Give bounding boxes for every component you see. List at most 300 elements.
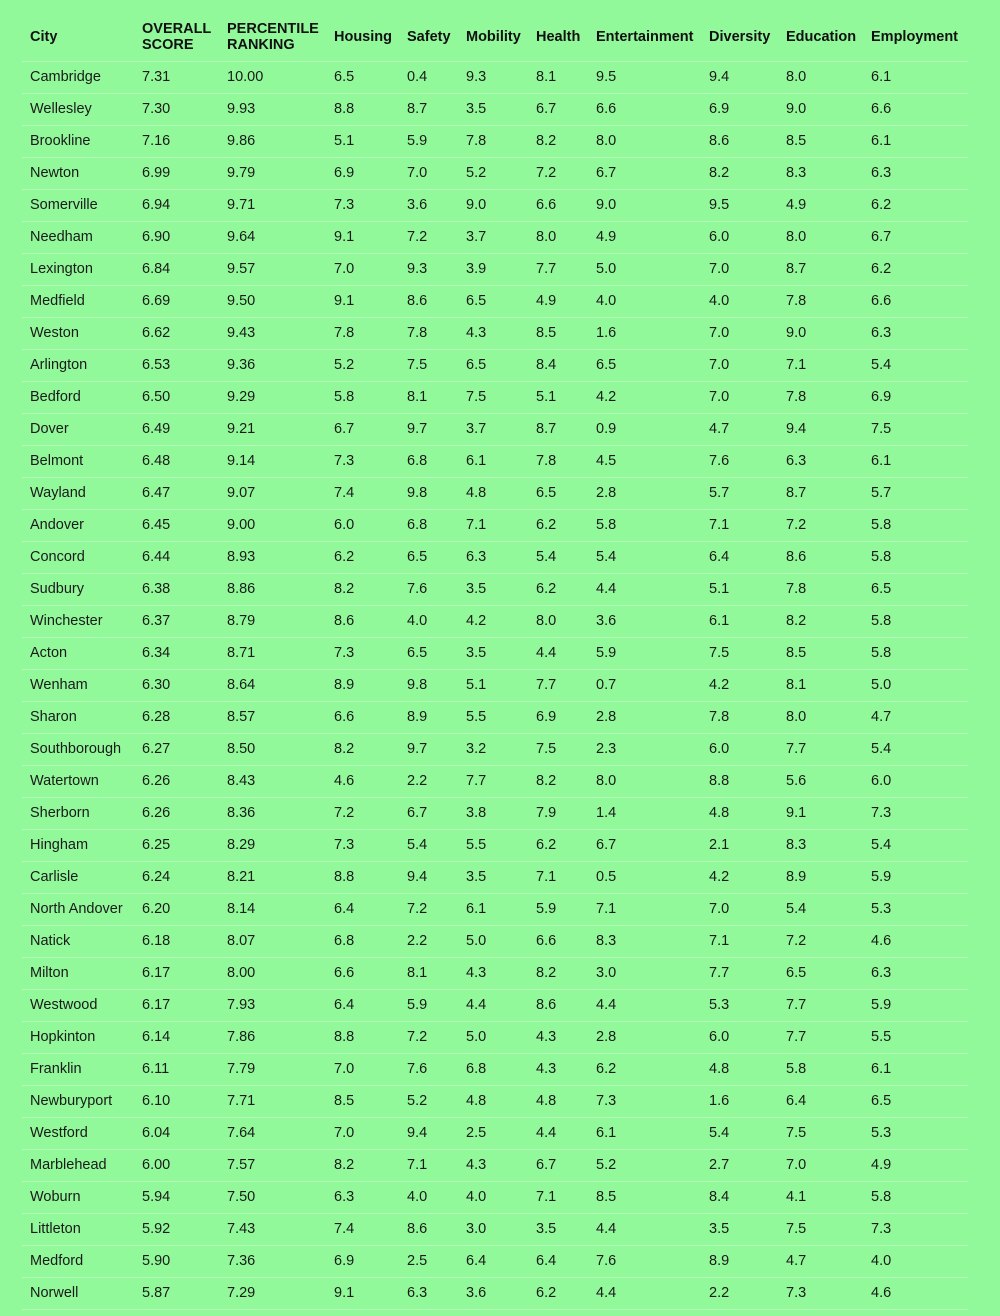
cell-percentile: 9.36	[219, 350, 326, 382]
cell-diversity: 6.0	[701, 222, 778, 254]
cell-health: 6.9	[528, 702, 588, 734]
cell-entertainment: 5.0	[588, 254, 701, 286]
cell-health: 8.1	[528, 62, 588, 94]
cell-entertainment: 3.0	[588, 958, 701, 990]
cell-safety: 9.4	[399, 1118, 458, 1150]
cell-employment: 6.7	[863, 222, 968, 254]
cell-overall: 6.11	[134, 1054, 219, 1086]
cell-employment: 4.7	[863, 702, 968, 734]
cell-housing: 6.9	[326, 1246, 399, 1278]
cell-health: 8.0	[528, 222, 588, 254]
cell-city: Arlington	[22, 350, 134, 382]
cell-safety: 7.5	[399, 350, 458, 382]
cell-percentile: 9.93	[219, 94, 326, 126]
cell-diversity: 8.9	[701, 1246, 778, 1278]
cell-safety: 8.1	[399, 958, 458, 990]
city-rankings-table	[22, 17, 968, 1310]
cell-overall: 6.30	[134, 670, 219, 702]
cell-entertainment: 6.6	[588, 94, 701, 126]
cell-entertainment: 5.4	[588, 542, 701, 574]
column-header-entertainment: Entertainment	[588, 17, 701, 62]
city-rankings-container	[22, 17, 968, 1310]
column-header-mobility: Mobility	[458, 17, 528, 62]
cell-health: 7.7	[528, 670, 588, 702]
cell-education: 8.7	[778, 478, 863, 510]
table-row	[22, 318, 968, 350]
cell-education: 9.0	[778, 94, 863, 126]
cell-safety: 9.8	[399, 670, 458, 702]
cell-health: 7.8	[528, 446, 588, 478]
cell-mobility: 3.8	[458, 798, 528, 830]
cell-mobility: 6.8	[458, 1054, 528, 1086]
cell-safety: 5.4	[399, 830, 458, 862]
cell-housing: 6.3	[326, 1182, 399, 1214]
cell-health: 5.1	[528, 382, 588, 414]
cell-mobility: 4.8	[458, 1086, 528, 1118]
cell-health: 6.7	[528, 94, 588, 126]
table-body	[22, 62, 968, 1310]
cell-overall: 7.16	[134, 126, 219, 158]
cell-entertainment: 7.6	[588, 1246, 701, 1278]
cell-percentile: 8.21	[219, 862, 326, 894]
cell-percentile: 8.79	[219, 606, 326, 638]
cell-safety: 9.8	[399, 478, 458, 510]
cell-percentile: 9.57	[219, 254, 326, 286]
cell-entertainment: 4.0	[588, 286, 701, 318]
cell-mobility: 3.7	[458, 414, 528, 446]
cell-education: 7.3	[778, 1278, 863, 1310]
cell-city: Brookline	[22, 126, 134, 158]
cell-mobility: 6.4	[458, 1246, 528, 1278]
table-row	[22, 446, 968, 478]
cell-entertainment: 6.7	[588, 158, 701, 190]
cell-overall: 6.45	[134, 510, 219, 542]
cell-overall: 6.20	[134, 894, 219, 926]
cell-safety: 2.2	[399, 926, 458, 958]
cell-education: 8.7	[778, 254, 863, 286]
cell-health: 6.2	[528, 574, 588, 606]
cell-mobility: 4.3	[458, 958, 528, 990]
cell-education: 8.0	[778, 702, 863, 734]
column-header-city: City	[22, 17, 134, 62]
cell-percentile: 7.29	[219, 1278, 326, 1310]
cell-diversity: 4.8	[701, 1054, 778, 1086]
cell-education: 8.1	[778, 670, 863, 702]
cell-entertainment: 6.5	[588, 350, 701, 382]
cell-overall: 6.26	[134, 798, 219, 830]
cell-mobility: 9.0	[458, 190, 528, 222]
table-row	[22, 1118, 968, 1150]
cell-percentile: 7.43	[219, 1214, 326, 1246]
cell-overall: 6.27	[134, 734, 219, 766]
cell-employment: 5.4	[863, 830, 968, 862]
cell-diversity: 6.4	[701, 542, 778, 574]
cell-percentile: 7.36	[219, 1246, 326, 1278]
cell-housing: 7.3	[326, 638, 399, 670]
cell-city: Sharon	[22, 702, 134, 734]
cell-diversity: 8.6	[701, 126, 778, 158]
cell-diversity: 8.2	[701, 158, 778, 190]
table-row	[22, 670, 968, 702]
cell-city: Concord	[22, 542, 134, 574]
cell-safety: 6.7	[399, 798, 458, 830]
cell-mobility: 4.2	[458, 606, 528, 638]
table-row	[22, 94, 968, 126]
cell-safety: 2.2	[399, 766, 458, 798]
cell-education: 7.7	[778, 990, 863, 1022]
table-row	[22, 926, 968, 958]
cell-percentile: 9.64	[219, 222, 326, 254]
cell-diversity: 4.2	[701, 670, 778, 702]
cell-employment: 7.3	[863, 798, 968, 830]
table-row	[22, 254, 968, 286]
table-row	[22, 606, 968, 638]
cell-mobility: 6.5	[458, 286, 528, 318]
cell-education: 8.0	[778, 222, 863, 254]
cell-housing: 8.8	[326, 1022, 399, 1054]
cell-mobility: 2.5	[458, 1118, 528, 1150]
cell-diversity: 5.3	[701, 990, 778, 1022]
cell-employment: 5.8	[863, 606, 968, 638]
cell-city: Natick	[22, 926, 134, 958]
cell-health: 8.2	[528, 766, 588, 798]
cell-diversity: 7.1	[701, 926, 778, 958]
cell-mobility: 3.5	[458, 862, 528, 894]
cell-housing: 8.2	[326, 1150, 399, 1182]
cell-employment: 6.3	[863, 158, 968, 190]
cell-entertainment: 2.8	[588, 702, 701, 734]
cell-safety: 7.1	[399, 1150, 458, 1182]
cell-employment: 6.3	[863, 958, 968, 990]
cell-city: Medfield	[22, 286, 134, 318]
cell-education: 7.1	[778, 350, 863, 382]
cell-overall: 6.90	[134, 222, 219, 254]
cell-mobility: 5.0	[458, 926, 528, 958]
cell-safety: 9.7	[399, 734, 458, 766]
cell-overall: 6.24	[134, 862, 219, 894]
cell-percentile: 8.64	[219, 670, 326, 702]
cell-education: 7.7	[778, 734, 863, 766]
cell-education: 9.0	[778, 318, 863, 350]
cell-employment: 4.9	[863, 1150, 968, 1182]
cell-overall: 6.49	[134, 414, 219, 446]
cell-city: Hopkinton	[22, 1022, 134, 1054]
table-row	[22, 158, 968, 190]
table-row	[22, 734, 968, 766]
cell-housing: 5.8	[326, 382, 399, 414]
cell-employment: 5.8	[863, 510, 968, 542]
cell-entertainment: 4.2	[588, 382, 701, 414]
cell-health: 6.6	[528, 190, 588, 222]
cell-diversity: 6.0	[701, 1022, 778, 1054]
column-header-overall	[134, 17, 219, 62]
cell-percentile: 7.86	[219, 1022, 326, 1054]
cell-education: 8.3	[778, 830, 863, 862]
cell-percentile: 8.71	[219, 638, 326, 670]
cell-safety: 7.2	[399, 894, 458, 926]
cell-city: Franklin	[22, 1054, 134, 1086]
cell-health: 7.9	[528, 798, 588, 830]
cell-mobility: 4.4	[458, 990, 528, 1022]
cell-employment: 5.9	[863, 990, 968, 1022]
cell-overall: 7.31	[134, 62, 219, 94]
cell-health: 8.2	[528, 958, 588, 990]
cell-health: 6.2	[528, 1278, 588, 1310]
cell-city: Sudbury	[22, 574, 134, 606]
cell-mobility: 7.7	[458, 766, 528, 798]
cell-employment: 4.6	[863, 1278, 968, 1310]
cell-city: Westwood	[22, 990, 134, 1022]
table-header	[22, 17, 968, 62]
cell-employment: 5.5	[863, 1022, 968, 1054]
cell-safety: 9.3	[399, 254, 458, 286]
cell-mobility: 3.5	[458, 638, 528, 670]
cell-mobility: 5.0	[458, 1022, 528, 1054]
cell-percentile: 9.43	[219, 318, 326, 350]
cell-employment: 6.9	[863, 382, 968, 414]
cell-education: 8.9	[778, 862, 863, 894]
cell-mobility: 3.5	[458, 574, 528, 606]
cell-housing: 6.6	[326, 958, 399, 990]
cell-overall: 6.48	[134, 446, 219, 478]
cell-entertainment: 6.7	[588, 830, 701, 862]
cell-diversity: 7.8	[701, 702, 778, 734]
table-row	[22, 126, 968, 158]
cell-diversity: 1.6	[701, 1086, 778, 1118]
cell-entertainment: 2.3	[588, 734, 701, 766]
cell-mobility: 6.1	[458, 894, 528, 926]
cell-diversity: 4.0	[701, 286, 778, 318]
table-row	[22, 542, 968, 574]
cell-entertainment: 0.9	[588, 414, 701, 446]
cell-diversity: 7.0	[701, 318, 778, 350]
table-row	[22, 766, 968, 798]
cell-diversity: 2.7	[701, 1150, 778, 1182]
cell-entertainment: 6.1	[588, 1118, 701, 1150]
cell-mobility: 7.8	[458, 126, 528, 158]
cell-mobility: 6.1	[458, 446, 528, 478]
cell-education: 8.2	[778, 606, 863, 638]
cell-education: 8.3	[778, 158, 863, 190]
cell-entertainment: 8.5	[588, 1182, 701, 1214]
cell-safety: 8.7	[399, 94, 458, 126]
cell-employment: 6.2	[863, 190, 968, 222]
cell-city: Winchester	[22, 606, 134, 638]
cell-percentile: 7.71	[219, 1086, 326, 1118]
cell-housing: 8.2	[326, 574, 399, 606]
cell-health: 7.7	[528, 254, 588, 286]
cell-safety: 3.6	[399, 190, 458, 222]
cell-employment: 4.6	[863, 926, 968, 958]
cell-employment: 6.6	[863, 286, 968, 318]
cell-housing: 6.4	[326, 990, 399, 1022]
cell-percentile: 9.07	[219, 478, 326, 510]
cell-health: 4.4	[528, 638, 588, 670]
cell-employment: 6.1	[863, 446, 968, 478]
cell-health: 3.5	[528, 1214, 588, 1246]
cell-entertainment: 1.6	[588, 318, 701, 350]
cell-health: 8.4	[528, 350, 588, 382]
cell-employment: 6.0	[863, 766, 968, 798]
cell-mobility: 4.3	[458, 318, 528, 350]
cell-housing: 5.1	[326, 126, 399, 158]
cell-safety: 8.6	[399, 286, 458, 318]
cell-mobility: 7.1	[458, 510, 528, 542]
cell-diversity: 8.8	[701, 766, 778, 798]
cell-employment: 7.5	[863, 414, 968, 446]
cell-entertainment: 4.4	[588, 1278, 701, 1310]
cell-employment: 6.1	[863, 126, 968, 158]
cell-mobility: 3.7	[458, 222, 528, 254]
cell-entertainment: 0.5	[588, 862, 701, 894]
cell-overall: 6.94	[134, 190, 219, 222]
cell-safety: 7.6	[399, 1054, 458, 1086]
cell-overall: 5.90	[134, 1246, 219, 1278]
cell-employment: 5.9	[863, 862, 968, 894]
cell-mobility: 3.2	[458, 734, 528, 766]
cell-safety: 8.1	[399, 382, 458, 414]
cell-percentile: 8.57	[219, 702, 326, 734]
cell-employment: 5.3	[863, 1118, 968, 1150]
cell-entertainment: 1.4	[588, 798, 701, 830]
cell-safety: 7.2	[399, 222, 458, 254]
cell-health: 5.4	[528, 542, 588, 574]
cell-health: 8.6	[528, 990, 588, 1022]
cell-employment: 5.0	[863, 670, 968, 702]
cell-overall: 5.92	[134, 1214, 219, 1246]
cell-entertainment: 7.1	[588, 894, 701, 926]
cell-employment: 6.2	[863, 254, 968, 286]
header-row	[22, 17, 968, 62]
cell-housing: 7.0	[326, 1118, 399, 1150]
cell-mobility: 7.5	[458, 382, 528, 414]
table-row	[22, 382, 968, 414]
cell-city: Newburyport	[22, 1086, 134, 1118]
cell-city: Southborough	[22, 734, 134, 766]
cell-percentile: 9.00	[219, 510, 326, 542]
cell-city: Newton	[22, 158, 134, 190]
cell-employment: 6.5	[863, 1086, 968, 1118]
table-row	[22, 1054, 968, 1086]
cell-employment: 5.8	[863, 542, 968, 574]
cell-mobility: 4.0	[458, 1182, 528, 1214]
cell-health: 4.8	[528, 1086, 588, 1118]
cell-housing: 9.1	[326, 1278, 399, 1310]
cell-employment: 6.6	[863, 94, 968, 126]
cell-housing: 7.2	[326, 798, 399, 830]
cell-entertainment: 2.8	[588, 478, 701, 510]
cell-housing: 6.7	[326, 414, 399, 446]
cell-mobility: 9.3	[458, 62, 528, 94]
table-row	[22, 510, 968, 542]
cell-education: 7.8	[778, 286, 863, 318]
cell-health: 8.2	[528, 126, 588, 158]
cell-city: Wenham	[22, 670, 134, 702]
cell-overall: 6.26	[134, 766, 219, 798]
cell-housing: 6.6	[326, 702, 399, 734]
cell-city: Medford	[22, 1246, 134, 1278]
cell-education: 7.2	[778, 510, 863, 542]
cell-health: 6.6	[528, 926, 588, 958]
cell-mobility: 6.5	[458, 350, 528, 382]
cell-education: 7.0	[778, 1150, 863, 1182]
cell-city: Littleton	[22, 1214, 134, 1246]
cell-housing: 9.1	[326, 222, 399, 254]
cell-health: 7.5	[528, 734, 588, 766]
cell-safety: 6.8	[399, 510, 458, 542]
cell-diversity: 7.0	[701, 350, 778, 382]
cell-overall: 6.53	[134, 350, 219, 382]
table-row	[22, 414, 968, 446]
cell-overall: 6.04	[134, 1118, 219, 1150]
table-row	[22, 862, 968, 894]
cell-employment: 6.3	[863, 318, 968, 350]
cell-overall: 6.18	[134, 926, 219, 958]
cell-city: Wellesley	[22, 94, 134, 126]
column-header-health: Health	[528, 17, 588, 62]
cell-entertainment: 9.5	[588, 62, 701, 94]
cell-percentile: 8.36	[219, 798, 326, 830]
cell-housing: 4.6	[326, 766, 399, 798]
cell-overall: 6.84	[134, 254, 219, 286]
cell-entertainment: 5.2	[588, 1150, 701, 1182]
cell-diversity: 2.1	[701, 830, 778, 862]
cell-city: Watertown	[22, 766, 134, 798]
cell-diversity: 6.1	[701, 606, 778, 638]
cell-percentile: 8.50	[219, 734, 326, 766]
cell-diversity: 4.2	[701, 862, 778, 894]
cell-overall: 6.99	[134, 158, 219, 190]
cell-city: Dover	[22, 414, 134, 446]
table-row	[22, 1214, 968, 1246]
cell-entertainment: 8.0	[588, 766, 701, 798]
cell-entertainment: 5.9	[588, 638, 701, 670]
cell-housing: 7.4	[326, 478, 399, 510]
cell-overall: 6.62	[134, 318, 219, 350]
cell-city: Norwell	[22, 1278, 134, 1310]
table-row	[22, 222, 968, 254]
cell-housing: 8.6	[326, 606, 399, 638]
cell-employment: 5.7	[863, 478, 968, 510]
cell-percentile: 9.29	[219, 382, 326, 414]
cell-entertainment: 8.0	[588, 126, 701, 158]
cell-entertainment: 4.9	[588, 222, 701, 254]
cell-health: 7.2	[528, 158, 588, 190]
cell-safety: 6.5	[399, 638, 458, 670]
cell-mobility: 3.5	[458, 94, 528, 126]
cell-overall: 5.87	[134, 1278, 219, 1310]
cell-housing: 6.5	[326, 62, 399, 94]
cell-entertainment: 2.8	[588, 1022, 701, 1054]
cell-city: Marblehead	[22, 1150, 134, 1182]
cell-percentile: 8.93	[219, 542, 326, 574]
cell-overall: 6.50	[134, 382, 219, 414]
cell-diversity: 5.1	[701, 574, 778, 606]
column-header-diversity: Diversity	[701, 17, 778, 62]
cell-safety: 6.5	[399, 542, 458, 574]
cell-safety: 7.6	[399, 574, 458, 606]
cell-employment: 7.3	[863, 1214, 968, 1246]
cell-education: 7.5	[778, 1118, 863, 1150]
cell-health: 4.9	[528, 286, 588, 318]
cell-safety: 2.5	[399, 1246, 458, 1278]
cell-city: Hingham	[22, 830, 134, 862]
cell-safety: 0.4	[399, 62, 458, 94]
cell-employment: 5.8	[863, 1182, 968, 1214]
cell-percentile: 9.14	[219, 446, 326, 478]
cell-employment: 5.4	[863, 734, 968, 766]
cell-city: Carlisle	[22, 862, 134, 894]
